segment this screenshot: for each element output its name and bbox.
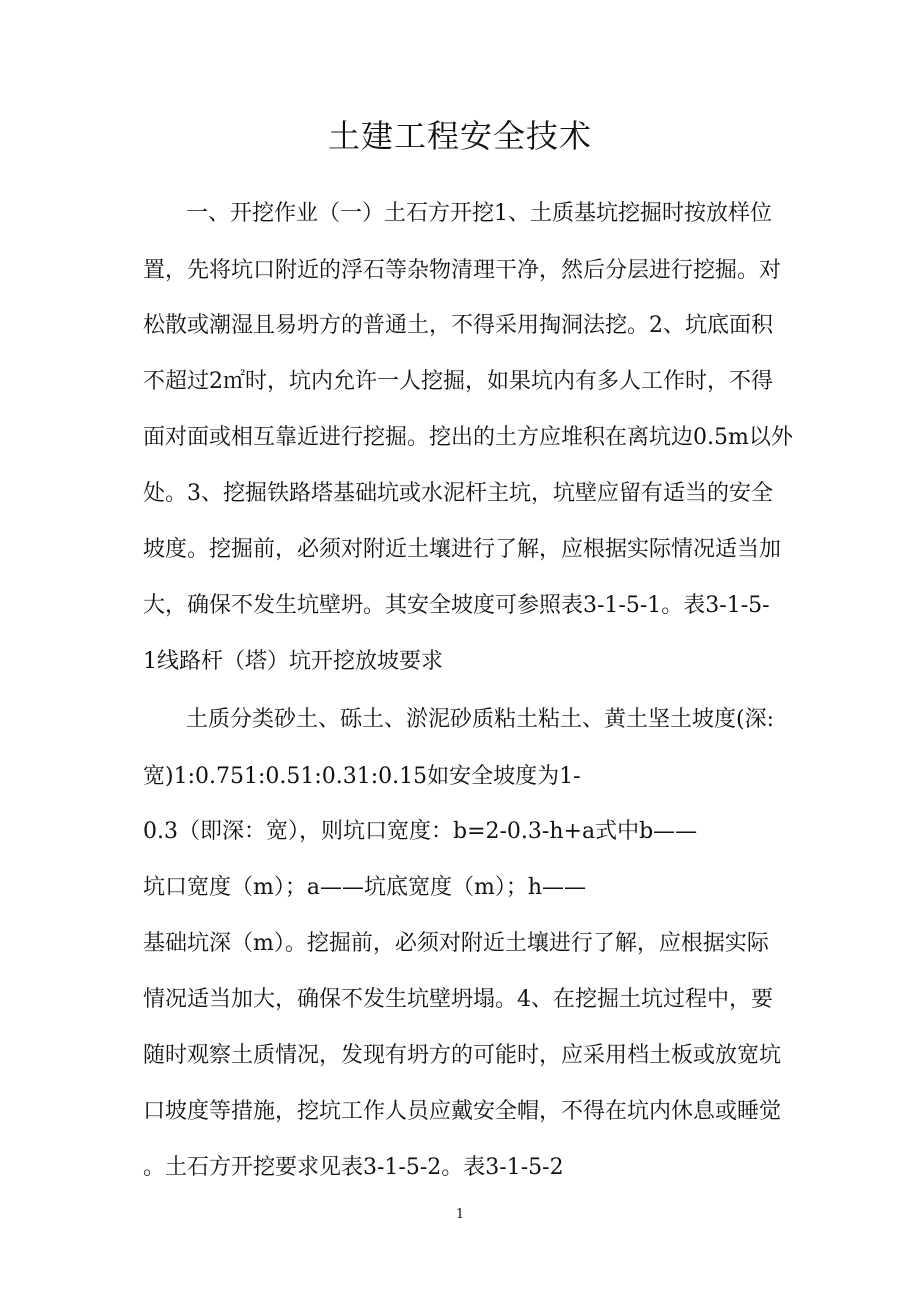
paragraph-line: 1线路杆（塔）坑开挖放坡要求 (143, 649, 443, 674)
paragraph-line: 不超过2㎡时，坑内允许一人挖掘，如果坑内有多人工作时，不得 (143, 369, 773, 394)
paragraph-line: 面对面或相互靠近进行挖掘。挖出的土方应堆积在离坑边0.5m以外 (143, 425, 793, 450)
paragraph-line: 随时观察土质情况，发现有坍方的可能时，应采用档土板或放宽坑 (143, 1043, 782, 1068)
paragraph-line: 坑口宽度（m）；a——坑底宽度（m）；h—— (143, 875, 587, 900)
paragraph-line: 口坡度等措施，挖坑工作人员应戴安全帽，不得在坑内休息或睡觉 (143, 1099, 782, 1124)
paragraph-line: 0.3（即深：宽），则坑口宽度：b=2-0.3-h+a式中b—— (143, 819, 698, 844)
paragraph-line: 置，先将坑口附近的浮石等杂物清理干净，然后分层进行挖掘。对 (143, 258, 782, 283)
paragraph-line: 。土石方开挖要求见表3-1-5-2。表3-1-5-2 (143, 1155, 564, 1180)
document-title: 土建工程安全技术 (327, 117, 592, 155)
paragraph-line: 一、开挖作业（一）土石方开挖1、土质基坑挖掘时按放样位 (186, 201, 772, 226)
paragraph-line: 坡度。挖掘前，必须对附近土壤进行了解，应根据实际情况适当加 (143, 537, 782, 562)
paragraph-line: 宽)1:0.751:0.51:0.31:0.15如安全坡度为1- (143, 764, 581, 789)
paragraph-line: 处。3、挖掘铁路塔基础坑或水泥杆主坑，坑壁应留有适当的安全 (143, 481, 773, 506)
paragraph-line: 土质分类砂土、砾土、淤泥砂质粘土粘土、黄土坚土坡度(深: (186, 707, 774, 732)
paragraph-line: 松散或潮湿且易坍方的普通土，不得采用掏洞法挖。2、坑底面积 (143, 313, 773, 338)
page-number: 1 (455, 1207, 465, 1222)
paragraph-line: 情况适当加大，确保不发生坑壁坍塌。4、在挖掘土坑过程中，要 (143, 987, 773, 1012)
paragraph-line: 大，确保不发生坑壁坍。其安全坡度可参照表3-1-5-1。表3-1-5- (143, 593, 770, 618)
paragraph-line: 基础坑深（m）。挖掘前，必须对附近土壤进行了解，应根据实际 (143, 931, 769, 956)
